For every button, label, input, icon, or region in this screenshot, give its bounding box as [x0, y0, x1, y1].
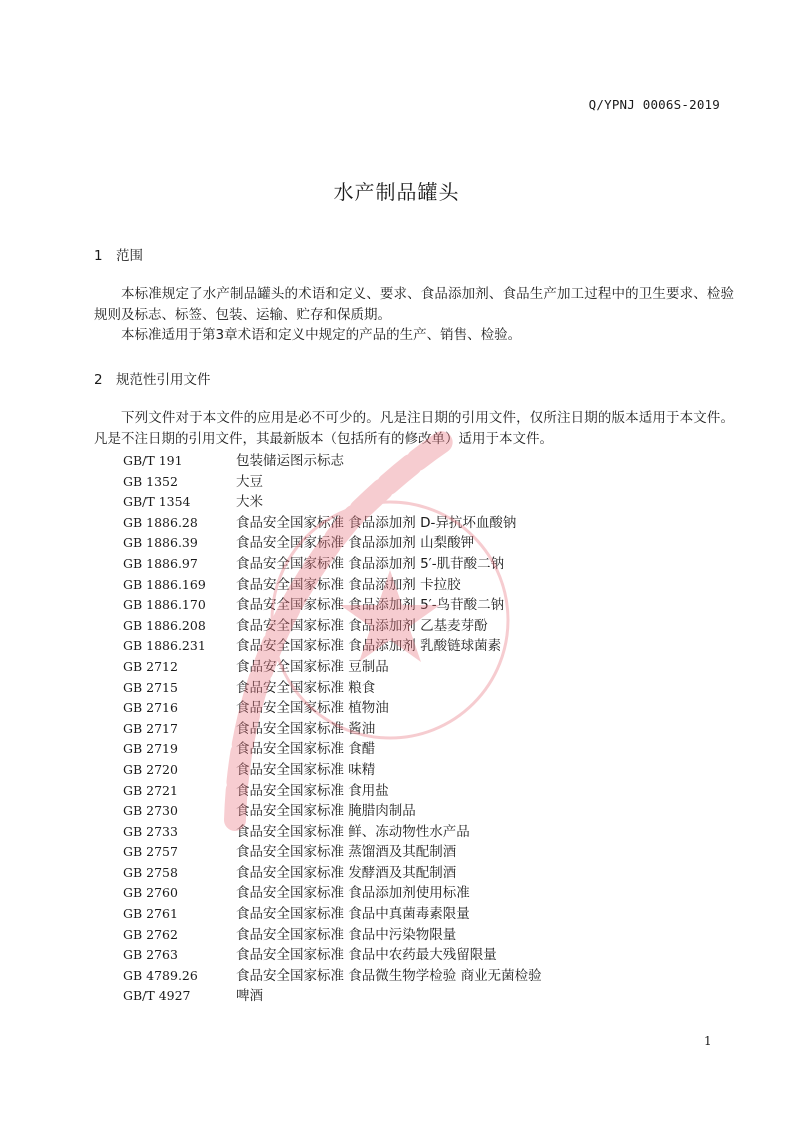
reference-item	[123, 531, 683, 552]
reference-code: GB 1886.208	[123, 617, 206, 633]
reference-title: 食品安全国家标准 食品添加剂 卡拉胶	[236, 576, 461, 593]
reference-code: GB 1352	[123, 473, 178, 489]
reference-code: GB 1886.97	[123, 555, 198, 571]
reference-title: 食品安全国家标准 食品添加剂使用标准	[236, 885, 470, 902]
reference-title: 食品安全国家标准 腌腊肉制品	[236, 803, 416, 820]
reference-code: GB 2719	[123, 741, 178, 757]
reference-title: 食品安全国家标准 食醋	[236, 741, 376, 758]
reference-item	[123, 820, 683, 841]
reference-title: 食品安全国家标准 食品中真菌毒素限量	[236, 906, 470, 923]
reference-code: GB/T 4927	[123, 988, 191, 1004]
reference-item	[123, 676, 683, 697]
reference-code: GB 2717	[123, 720, 178, 736]
reference-title: 食品安全国家标准 味精	[236, 761, 376, 778]
reference-title: 食品安全国家标准 食品中农药最大残留限量	[236, 947, 497, 964]
reference-item	[123, 552, 683, 573]
section-title: 规范性引用文件	[116, 372, 211, 388]
reference-item	[123, 737, 683, 758]
reference-code: GB 2758	[123, 864, 178, 880]
reference-title: 包装储运图示标志	[236, 453, 344, 469]
reference-item	[123, 943, 683, 964]
reference-title: 食品安全国家标准 酱油	[236, 720, 376, 737]
reference-code: GB 2721	[123, 782, 178, 798]
reference-title: 食品安全国家标准 蒸馏酒及其配制酒	[236, 844, 457, 861]
reference-code: GB 2733	[123, 823, 178, 839]
reference-title: 食品安全国家标准 发酵酒及其配制酒	[236, 864, 457, 881]
reference-code: GB 2720	[123, 761, 178, 777]
section-title: 范围	[116, 248, 143, 264]
reference-title: 食品安全国家标准 食用盐	[236, 782, 389, 799]
reference-title: 食品安全国家标准 食品微生物学检验 商业无菌检验	[236, 967, 542, 984]
reference-code: GB/T 1354	[123, 494, 191, 510]
reference-title: 食品安全国家标准 鲜、冻动物性水产品	[236, 823, 470, 840]
reference-title: 食品安全国家标准 食品添加剂 5′-鸟苷酸二钠	[236, 597, 505, 614]
reference-title: 大米	[236, 494, 263, 511]
reference-code: GB 4789.26	[123, 967, 198, 983]
reference-title: 大豆	[236, 473, 263, 490]
reference-title: 食品安全国家标准 食品添加剂 乳酸链球菌素	[236, 638, 502, 655]
section-heading-scope	[94, 244, 143, 264]
reference-item	[123, 779, 683, 800]
reference-title: 食品安全国家标准 植物油	[236, 700, 389, 717]
reference-title: 食品安全国家标准 食品添加剂 乙基麦芽酚	[236, 617, 488, 634]
reference-code: GB 2712	[123, 658, 178, 674]
reference-item	[123, 634, 683, 655]
reference-title: 食品安全国家标准 豆制品	[236, 658, 389, 675]
reference-code: GB 2715	[123, 679, 178, 695]
reference-code: GB 1886.39	[123, 535, 198, 551]
reference-item	[123, 511, 683, 532]
reference-code: GB 1886.169	[123, 576, 206, 592]
reference-item	[123, 881, 683, 902]
reference-code: GB 2716	[123, 700, 178, 716]
reference-item	[123, 614, 683, 635]
reference-item	[123, 655, 683, 676]
reference-item	[123, 964, 683, 985]
standard-code: Q/YPNJ 0006S-2019	[588, 97, 720, 112]
paragraph: 本标准规定了水产制品罐头的术语和定义、要求、食品添加剂、食品生产加工过程中的卫生要求、检验规则及标志、标签、包装、运输、贮存和保质期。	[94, 286, 734, 323]
reference-code: GB 2760	[123, 885, 178, 901]
reference-item	[123, 902, 683, 923]
section-number: 2	[94, 372, 103, 388]
reference-item	[123, 984, 683, 1005]
reference-item	[123, 840, 683, 861]
reference-code: GB 2762	[123, 926, 178, 942]
reference-item	[123, 696, 683, 717]
reference-item	[123, 470, 683, 491]
document-title: 水产制品罐头	[333, 180, 460, 204]
reference-title: 食品安全国家标准 食品添加剂 D-异抗坏血酸钠	[236, 514, 517, 531]
section-number: 1	[94, 248, 103, 264]
reference-title: 食品安全国家标准 食品添加剂 山梨酸钾	[236, 535, 475, 552]
reference-item	[123, 758, 683, 779]
paragraph: 本标准适用于第3章术语和定义中规定的产品的生产、销售、检验。	[121, 327, 522, 343]
reference-code: GB 2730	[123, 803, 178, 819]
reference-code: GB 1886.231	[123, 638, 206, 654]
reference-code: GB 1886.170	[123, 597, 206, 613]
section-heading-normative-references	[94, 368, 211, 388]
reference-title: 食品安全国家标准 食品中污染物限量	[236, 926, 457, 943]
reference-item	[123, 717, 683, 738]
reference-item	[123, 861, 683, 882]
reference-code: GB 2761	[123, 906, 178, 922]
reference-title: 食品安全国家标准 粮食	[236, 679, 376, 696]
reference-code: GB/T 191	[123, 453, 183, 468]
reference-title: 啤酒	[236, 988, 263, 1005]
reference-item	[123, 449, 683, 470]
reference-item	[123, 593, 683, 614]
reference-item	[123, 573, 683, 594]
reference-item	[123, 923, 683, 944]
reference-code: GB 1886.28	[123, 514, 198, 530]
paragraph: 下列文件对于本文件的应用是必不可少的。凡是注日期的引用文件，仅所注日期的版本适用于本文件。凡是不注日期的引用文件，其最新版本（包括所有的修改单）适用于本文件。	[94, 410, 734, 447]
reference-code: GB 2757	[123, 844, 178, 860]
reference-code: GB 2763	[123, 947, 178, 963]
reference-list	[123, 449, 683, 1005]
reference-item	[123, 799, 683, 820]
reference-title: 食品安全国家标准 食品添加剂 5′-肌苷酸二钠	[236, 555, 505, 572]
page-number: 1	[704, 1034, 712, 1048]
reference-item	[123, 490, 683, 511]
